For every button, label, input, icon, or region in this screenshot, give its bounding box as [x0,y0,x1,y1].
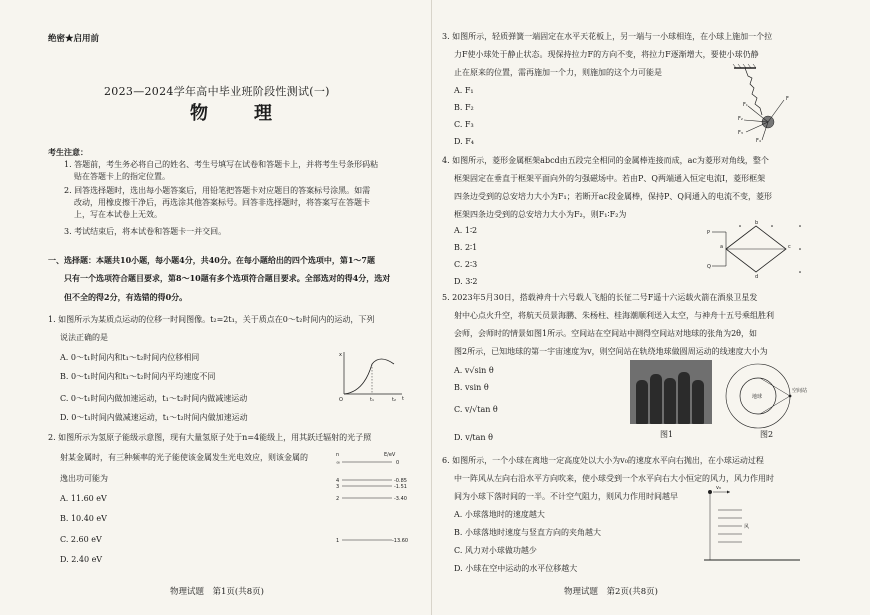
subject-title: 物 理 [190,103,286,124]
q4-option-a: A. 1∶2 [454,226,478,235]
earth-station-diagram [728,360,808,432]
v0-label: v₀ [716,485,721,491]
q4-stem: 框架固定在垂直于框架平面向外的匀强磁场中。若由P、Q两端通入恒定电流I，菱形框架 [454,174,766,183]
q1-axis-x-label: x [339,352,342,358]
section-line: 只有一个选项符合题目要求，第8～10题有多个选项符合题目要求。全部选对的得4分，选对 [64,273,391,283]
level-1: 1 [336,538,340,544]
level-4: 4 [336,478,340,484]
q5-option-b: B. vsin θ [454,383,489,392]
section-line: 一、选择题：本题共10小题，每小题4分，共40分。在每小题给出的四个选项中，第1～7题 [48,255,375,265]
confidential-mark: 绝密★启用前 [48,34,100,44]
q4-stem: 4. 如图所示，菱形金属框架abcd由五段完全相同的金属棒连接而成，ac为菱形对角线，整个 [442,156,769,165]
energy-2: -3.40 [394,496,407,502]
q6-option-b: B. 小球落地时速度与竖直方向的夹角越大 [454,528,601,537]
q5-stem: 会师，会师时的情景如图1所示。空间站在空间站中测得空间站对地球的张角为2θ，如 [454,329,757,338]
q2-stem: 逸出功可能为 [60,474,108,483]
q3-option-c: C. F₃ [454,120,474,129]
q3-stem: 3. 如图所示，轻质弹簧一端固定在水平天花板上，另一端与一小球相连，在小球上施加一个拉 [442,32,773,41]
q5-stem: 图2所示，已知地球的第一宇宙速度为v，则空间站在轨绕地球做圆周运动的线速度大小为 [454,347,768,356]
label-p: P [707,230,711,236]
label-a: a [720,244,724,250]
wind-label: 风 [744,524,750,530]
q2-option-c: C. 2.60 eV [60,535,102,544]
force-f4-label: F₄ [756,138,761,144]
q2-option-a: A. 11.60 eV [60,494,107,503]
q6-option-d: D. 小球在空中运动的水平位移越大 [454,564,578,573]
q1-axis-t-label: t [402,396,404,402]
q2-stem: 射某金属时，有三种频率的光子能使该金属发生光电效应，则该金属的 [60,453,308,462]
fig1-caption: 图1 [660,430,674,439]
label-d: d [755,274,759,280]
level-unit-header: E/eV [384,452,396,458]
q1-stem: 说法正确的是 [60,333,108,342]
fig2-caption: 图2 [760,430,774,439]
page-footer-right: 物理试题 第2页(共8页) [564,587,658,597]
wind-projectile-diagram [704,486,804,564]
section-line: 但不全的得2分，有选错的得0分。 [64,292,188,302]
energy-3: -1.51 [394,484,407,490]
q1-option-d: D. 0～t₁时间内做减速运动，t₁～t₂时间内做加速运动 [60,413,248,422]
page-divider [431,0,432,615]
q1-origin-label: O [339,397,343,403]
space-station-label: 空间站 [792,388,808,394]
q3-option-a: A. F₁ [454,86,474,95]
energy-1: -13.60 [392,538,409,544]
q3-option-d: D. F₄ [454,137,474,146]
q6-stem: 间为小球下落时间的一半。不计空气阻力，则风力作用时间越早 [454,492,678,501]
level-2: 2 [336,496,340,502]
q4-option-c: C. 2∶3 [454,260,478,269]
right-page [438,0,870,615]
astronauts-photo [630,360,712,424]
energy-4: -0.85 [394,478,407,484]
spring-ball-diagram [732,60,792,142]
q5-option-a: A. v√sin θ [454,366,494,375]
level-zero: 0 [396,460,400,466]
earth-label: 地球 [752,394,763,400]
label-b: b [755,220,759,226]
q6-stem: 中一阵风从左向右沿水平方向吹来，使小球受到一个水平向右大小恒定的风力，风力作用时 [454,474,774,483]
left-page [0,0,428,615]
exam-title: 2023—2024学年高中毕业班阶段性测试(一) [104,85,330,98]
q4-option-b: B. 2∶1 [454,243,478,252]
q6-option-a: A. 小球落地时的速度越大 [454,510,545,519]
q3-stem: 力F使小球处于静止状态。现保持拉力F的方向不变，将拉力F逐渐增大，要使小球仍静 [454,50,759,59]
rhombus-frame-diagram [706,218,810,278]
q6-stem: 6. 如图所示，一个小球在离地一定高度处以大小为v₀的速度水平向右抛出，在小球运动过程 [442,456,764,465]
q5-option-d: D. v/tan θ [454,433,493,442]
force-f2-label: F₂ [738,116,743,122]
notes-line: 贴在答题卡上的指定位置。 [74,172,170,181]
level-n-header: n [336,452,340,458]
q1-option-b: B. 0～t₁时间内和t₁～t₂时间内平均速度不同 [60,372,216,381]
label-q: Q [707,264,711,270]
energy-level-diagram [334,452,412,548]
level-3: 3 [336,484,340,490]
q5-stem: 射中心点火升空，将航天员景海鹏、朱杨柱、桂海潮顺利送入太空，与神舟十五号乘组胜利 [454,311,774,320]
q1-option-c: C. 0～t₁时间内做加速运动，t₁～t₂时间内做减速运动 [60,394,248,403]
notes-line: 改动，用橡皮擦干净后，再选涂其他答案标号。回答非选择题时，将答案写在答题卡 [74,198,370,207]
level-inf: ∞ [336,460,341,466]
q1-stem: 1. 如图所示为某质点运动的位移一时间图像。t₂=2t₁，关于质点在0～t₂时间内的运动，下列 [48,315,375,324]
force-f3-label: F₃ [738,130,743,136]
notes-line: 1. 答题前，考生务必将自己的姓名、考生号填写在试卷和答题卡上，并将考生号条形码粘 [64,160,379,169]
q2-option-d: D. 2.40 eV [60,555,103,564]
q1-option-a: A. 0～t₁时间内和t₁～t₂时间内位移相同 [60,353,200,362]
q1-t2-label: t₂ [392,397,396,403]
q5-stem: 5. 2023年5月30日，搭载神舟十六号载人飞船的长征二号F遥十六运载火箭在酒泉卫星发 [442,293,758,302]
q1-xt-graph [336,348,408,402]
force-f-label: F [786,96,789,102]
q4-stem: 四条边受到的总安培力大小为F₁；若断开ac段金属棒，保持P、Q间通入的电流不变，菱形 [454,192,772,201]
q1-t1-label: t₁ [370,397,374,403]
force-f1-label: F₁ [743,102,748,108]
q4-stem: 框架四条边受到的总安培力大小为F₂，则F₁∶F₂为 [454,210,627,219]
q3-stem: 止在原来的位置，需再施加一个力，则施加的这个力可能是 [454,68,662,77]
q3-option-b: B. F₂ [454,103,474,112]
q2-stem: 2. 如图所示为氢原子能级示意图，现有大量氢原子处于n=4能级上，用其跃迁辐射的光子照 [48,433,372,442]
label-c: c [788,244,791,250]
page-footer-left: 物理试题 第1页(共8页) [170,587,264,597]
notes-line: 2. 回答选择题时，选出每小题答案后，用铅笔把答题卡对应题目的答案标号涂黑。如需 [64,186,371,195]
notes-line: 3. 考试结束后，将本试卷和答题卡一并交回。 [64,227,227,236]
q5-option-c: C. v/√tan θ [454,405,498,414]
q6-option-c: C. 风力对小球做功越少 [454,546,537,555]
q2-option-b: B. 10.40 eV [60,514,107,523]
notes-line: 上，写在本试卷上无效。 [74,210,162,219]
notes-heading: 考生注意： [48,147,88,157]
q4-option-d: D. 3∶2 [454,277,478,286]
